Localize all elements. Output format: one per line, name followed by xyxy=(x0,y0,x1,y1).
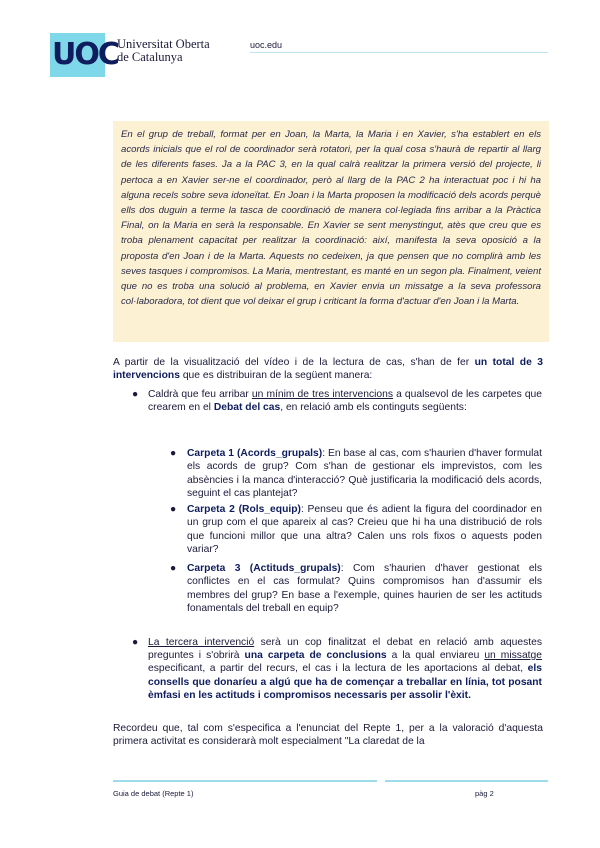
bullet-dot: ● xyxy=(170,563,177,574)
bullet2-bold-1: una carpeta de conclusions xyxy=(244,650,387,662)
header-url[interactable]: uoc.edu xyxy=(250,40,283,50)
bullet1-text-2: a qualsevol de les carpetes que crearem en el xyxy=(148,389,542,414)
footer-document-title: Guia de debat (Repte 1) xyxy=(113,789,194,798)
folder3-text: : Com s'haurien d'haver gestionat els conflictes en el cas formulat? Quins compromisos han d'assumir els membres del grup? En base a l'exemple, quines haurien de ser les actituds fonamentals del treball en equip? xyxy=(187,563,542,615)
bullet2-underline-1: La tercera intervenció xyxy=(148,637,255,648)
uoc-logo xyxy=(50,33,118,77)
folder-item-1 xyxy=(170,447,542,501)
closing-paragraph: Recordeu que, tal com s'especifica a l'enunciat del Repte 1, per a la valoració d'aquesta primera activitat es considerarà molt especialment "La claredat de la xyxy=(113,723,543,747)
footer-divider-left xyxy=(113,780,377,782)
intro-text-2: que es distribuiran de la següent manera: xyxy=(179,370,373,381)
bullet1-text-3: , en relació amb els continguts següents: xyxy=(280,402,467,414)
bullet-item-2 xyxy=(132,636,542,702)
university-line1: Universitat Oberta xyxy=(117,37,210,51)
bullet2-text-2: a la qual enviareu xyxy=(386,650,485,662)
bullet2-text-3: especificant, a partir del recurs, el cas i la lectura de les aportacions al debat, xyxy=(148,663,528,675)
bullet2-bold-2: els consells que donaríeu a algú que ha de començar a treballar en línia, tot posant èmfasi en les actituds i compromisos necessaris per assolir l'èxit. xyxy=(148,663,542,701)
bullet-dot: ● xyxy=(170,504,177,515)
footer-divider-right xyxy=(385,780,548,782)
folder2-text: : Penseu que és adient la figura del coordinador en un grup com el que apareix al cas? Creieu que hi ha una distribució de rols que funcioni millor que una altra? Calen uns rols fixos o aquests poden variar? xyxy=(187,504,542,556)
bullet-dot: ● xyxy=(132,389,139,400)
bullet-dot: ● xyxy=(132,637,139,648)
intro-bold: un total de 3 intervencions xyxy=(113,357,543,381)
university-line2: de Catalunya xyxy=(117,50,183,64)
folder1-title: Carpeta 1 (Acords_grupals) xyxy=(187,448,323,459)
folder1-text: : En base al cas, com s'haurien d'haver formulat els acords de grup? Com s'han de gestionar els imprevistos, com les absències i la manca d'interacció? Què justificaria la modificació dels acords, seguint el cas plantejat? xyxy=(187,448,542,500)
folder3-title: Carpeta 3 (Actituds_grupals) xyxy=(187,563,341,574)
bullet2-underline-2: un missatge xyxy=(484,650,542,662)
bullet2-text-1: serà un cop finalitzat el debat en relació amb aquestes preguntes i s'obrirà xyxy=(148,637,542,662)
bullet-item-1 xyxy=(132,388,542,414)
case-box: En el grup de treball, format per en Joan, la Marta, la Maria i en Xavier, s'ha establert en els acords inicials que el rol de coordinador serà rotatori, per la qual cosa s'haurà de repartir al llarg de les diferents fases. Ja a la PAC 3, en la qual calrà realitzar la primera versió del projecte, li pertoca a en Xavier ser-ne el coordinador, però al llarg de la PAC 2 ha interactuat poc i hi ha alguna recels sobre seva idoneïtat. En Joan i la Marta proposen la modificació dels acords perquè ells dos duguin a terme la tasca de coordinació de manera col·legiada fins arribar a la Pràctica Final, on la Maria en serà la responsable. En Xavier se sent menystingut, atès que creu que es troba plenament capacitat per realitzar la coordinació: així, manifesta la seva oposició a la proposta d'en Joan i de la Marta. Aquests no cedeixen, ja que pensen que no complirà amb les seves tasques i compromisos. La Maria, mentrestant, es manté en un segon pla. Finalment, veient que no es troba una solució al problema, en Xavier envia un missatge a la seva professora col·laboradora, tot dient que vol deixar el grup i criticant la forma d'actuar d'en Joan i la Marta. xyxy=(113,121,549,342)
bullet-dot: ● xyxy=(170,448,177,459)
header-divider xyxy=(250,52,548,53)
intro-text-1: A partir de la visualització del vídeo i de la lectura de cas, s'han de fer xyxy=(113,357,475,368)
footer-page-number: pàg 2 xyxy=(475,789,494,798)
university-name xyxy=(117,38,210,64)
folder2-title: Carpeta 2 (Rols_equip) xyxy=(187,504,301,515)
intro-paragraph xyxy=(113,356,543,382)
bullet1-text-1: Caldrà que feu arribar xyxy=(148,389,252,400)
folder-item-3 xyxy=(170,562,542,616)
bullet1-underline: un mínim de tres intervencions xyxy=(251,389,393,400)
logo-text: UOC xyxy=(52,37,118,72)
folder-item-2 xyxy=(170,503,542,557)
bullet1-bold: Debat del cas xyxy=(213,402,281,414)
